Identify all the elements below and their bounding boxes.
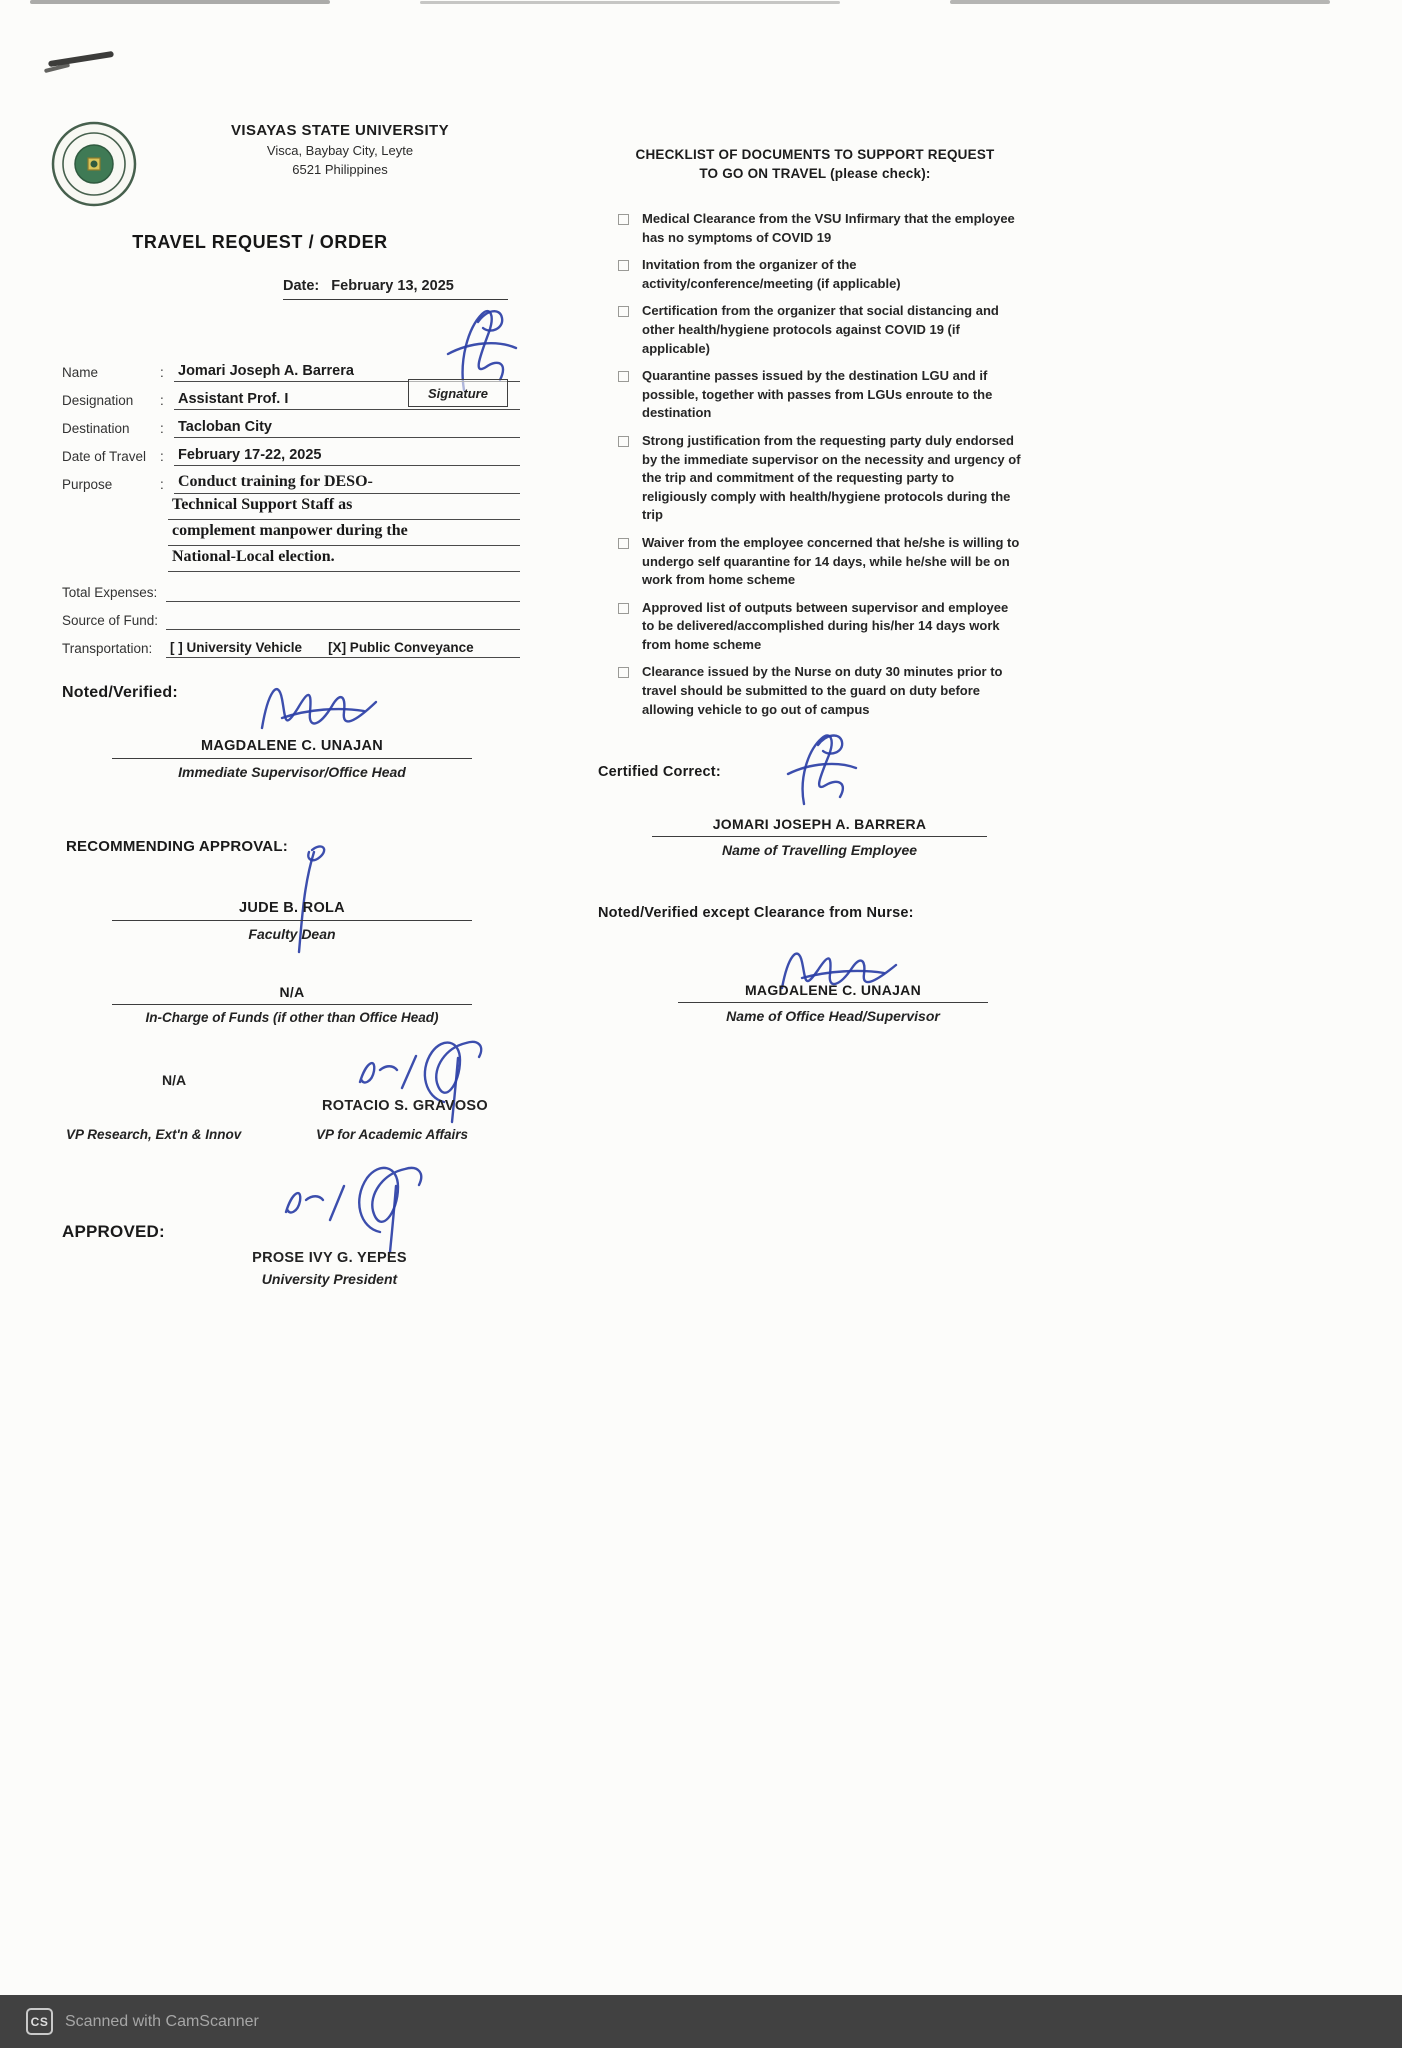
checkbox-icon	[618, 214, 629, 225]
funds-role: In-Charge of Funds (if other than Office Head)	[145, 1010, 439, 1025]
checkbox-icon	[618, 436, 629, 447]
checklist-item-text: Medical Clearance from the VSU Infirmary that the employee has no symptoms of COVID 19	[642, 211, 1015, 245]
university-seal-logo	[50, 120, 138, 208]
purpose-line-2: Technical Support Staff as	[168, 494, 520, 520]
source-of-fund-label: Source of Fund:	[62, 613, 159, 628]
checkbox-icon	[618, 603, 629, 614]
supervisor-name: MAGDALENE C. UNAJAN	[112, 738, 472, 759]
transportation-options	[166, 640, 520, 658]
name-label: Name	[62, 365, 99, 380]
camscanner-logo-text: CS	[30, 2014, 49, 2029]
checklist	[618, 210, 1022, 728]
dean-name-block	[112, 900, 472, 942]
checkbox-icon	[618, 306, 629, 317]
supervisor-role: Immediate Supervisor/Office Head	[178, 764, 406, 780]
scan-edge-artifact	[420, 1, 840, 4]
checkbox-icon	[618, 371, 629, 382]
purpose-line-4: National-Local election.	[168, 546, 520, 572]
date-value: February 13, 2025	[331, 278, 454, 294]
date-field	[283, 278, 508, 300]
university-name: VISAYAS STATE UNIVERSITY	[231, 122, 449, 139]
vp-academic-role: VP for Academic Affairs	[316, 1127, 469, 1142]
field-row-total-expenses	[62, 576, 520, 602]
camscanner-logo-icon	[26, 2008, 53, 2035]
recommending-approval-label: RECOMMENDING APPROVAL:	[66, 838, 288, 855]
signature-box	[408, 379, 508, 407]
funds-value: N/A	[112, 984, 472, 1005]
signature-president	[272, 1156, 432, 1254]
checklist-title-line2: TO GO ON TRAVEL (please check):	[699, 165, 931, 181]
destination-value: Tacloban City	[174, 419, 520, 438]
total-expenses-label: Total Expenses:	[62, 585, 158, 600]
destination-label: Destination	[62, 421, 130, 436]
vp-research-value: N/A	[162, 1072, 187, 1088]
scan-edge-artifact	[30, 0, 330, 4]
noted-except-label: Noted/Verified except Clearance from Nurse:	[598, 905, 914, 921]
field-row-date-of-travel	[62, 440, 520, 466]
signature-employee-certified	[768, 728, 872, 816]
name-colon: :	[160, 365, 164, 380]
purpose-line-3: complement manpower during the	[168, 520, 520, 546]
field-row-transportation	[62, 632, 520, 658]
checkbox-icon	[618, 538, 629, 549]
checklist-title-line1: CHECKLIST OF DOCUMENTS TO SUPPORT REQUEST	[635, 147, 995, 162]
field-row-source-of-fund	[62, 604, 520, 630]
signature-box-label: Signature	[428, 385, 488, 401]
signature-supervisor	[252, 666, 384, 742]
checklist-item-text: Invitation from the organizer of the activity/conference/meeting (if applicable)	[642, 257, 901, 291]
checklist-item	[618, 367, 1022, 423]
camscanner-watermark-text: Scanned with CamScanner	[65, 2012, 259, 2030]
date-label: Date:	[283, 278, 320, 294]
president-name: PROSE IVY G. YEPES	[252, 1250, 407, 1266]
checklist-item-text: Approved list of outputs between supervisor and employee to be delivered/accomplished during his/her 14 days work from home scheme	[642, 599, 1009, 652]
date-of-travel-label: Date of Travel	[62, 449, 147, 464]
checklist-title	[600, 146, 1030, 184]
transportation-label: Transportation:	[62, 641, 153, 656]
certified-correct-label: Certified Correct:	[598, 764, 721, 780]
checkbox-icon	[618, 260, 629, 271]
checklist-item	[618, 534, 1022, 590]
university-address-line1: Visca, Baybay City, Leyte	[266, 143, 414, 158]
designation-colon: :	[160, 393, 164, 408]
camscanner-footer-bar	[0, 1995, 1402, 2048]
name-value: Jomari Joseph A. Barrera	[174, 363, 520, 382]
supervisor-name-block	[112, 738, 472, 780]
transport-option-public-conveyance: [X] Public Conveyance	[328, 640, 474, 655]
destination-colon: :	[160, 421, 164, 436]
purpose-line-1: Conduct training for DESO-	[174, 473, 520, 494]
travelling-employee-role: Name of Travelling Employee	[721, 842, 918, 858]
office-head-role: Name of Office Head/Supervisor	[726, 1008, 940, 1024]
checklist-item-text: Quarantine passes issued by the destination LGU and if possible, together with passes from LGUs enroute to the destination	[642, 368, 993, 421]
designation-value: Assistant Prof. I	[174, 391, 520, 410]
checklist-item-text: Clearance issued by the Nurse on duty 30 minutes prior to travel should be submitted to the guard on duty before allowing vehicle to go out of campus	[642, 664, 1003, 717]
president-name-block	[232, 1250, 427, 1287]
president-role: University President	[261, 1271, 398, 1287]
designation-label: Designation	[62, 393, 134, 408]
date-of-travel-value: February 17-22, 2025	[174, 447, 520, 466]
source-of-fund-value	[166, 610, 520, 630]
travelling-employee-block	[652, 816, 987, 858]
vp-academic-name: ROTACIO S. GRAVOSO	[322, 1098, 488, 1114]
dean-role: Faculty Dean	[248, 926, 336, 942]
letterhead	[165, 122, 515, 177]
travelling-employee-name: JOMARI JOSEPH A. BARRERA	[652, 816, 987, 837]
vp-research-role: VP Research, Ext'n & Innov	[66, 1127, 242, 1142]
date-of-travel-colon: :	[160, 449, 164, 464]
office-head-block	[678, 982, 988, 1024]
funds-block	[112, 984, 472, 1025]
total-expenses-value	[166, 582, 520, 602]
checkbox-icon	[618, 667, 629, 678]
checklist-item	[618, 432, 1022, 525]
checklist-item	[618, 599, 1022, 655]
checklist-item-text: Certification from the organizer that social distancing and other health/hygiene protocols against COVID 19 (if applicable)	[642, 303, 999, 356]
field-row-destination	[62, 412, 520, 438]
checklist-item	[618, 256, 1022, 293]
noted-verified-label: Noted/Verified:	[62, 684, 178, 701]
scan-edge-artifact	[950, 0, 1330, 4]
university-address-line2: 6521 Philippines	[292, 162, 388, 177]
checklist-item	[618, 302, 1022, 358]
form-title: TRAVEL REQUEST / ORDER	[132, 232, 388, 252]
approved-label: APPROVED:	[62, 1222, 165, 1241]
field-row-purpose	[62, 468, 520, 494]
checklist-item-text: Waiver from the employee concerned that he/she is willing to undergo self quarantine for 14 days, while he/she will be on work from home scheme	[642, 534, 1020, 588]
purpose-colon: :	[160, 477, 164, 492]
office-head-name: MAGDALENE C. UNAJAN	[678, 982, 988, 1003]
purpose-label: Purpose	[62, 477, 113, 492]
checklist-item	[618, 663, 1022, 719]
transport-option-university-vehicle: [ ] University Vehicle	[170, 640, 303, 655]
dean-name: JUDE B. ROLA	[112, 900, 472, 921]
signature-vp-academic	[352, 1030, 482, 1130]
checklist-item	[618, 210, 1022, 247]
checklist-item-text: Strong justification from the requesting party duly endorsed by the immediate supervisor on the necessity and urgency of the trip and commitment of the requesting party to religiously comply with health/hygiene protocols during the trip	[642, 432, 1021, 523]
